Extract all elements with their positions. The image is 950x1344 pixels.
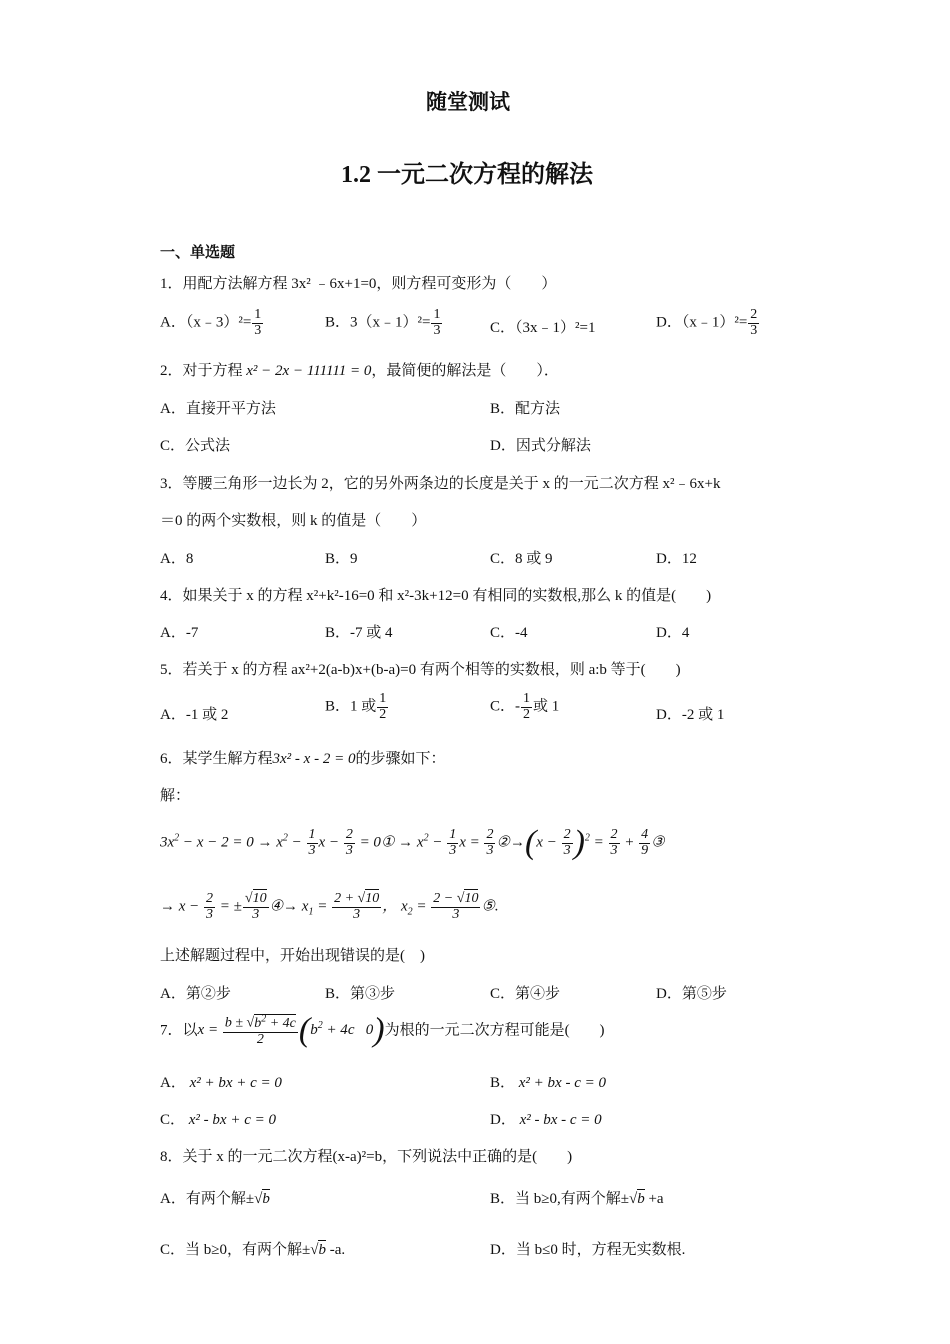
solution-step-line2: → x − $\frac{2}{3}$ = ± $\frac{√10}{3}$ ④→ $x_1$ = $\frac{2 + √10}{3}$ ， $x_2$ = $\frac{2 - √10}{3}$ ⑤. <box>160 891 499 922</box>
solution-step-line1: $3x^2 - x - 2 = 0 \to x^2$ − $\frac{1}{3}$ x − $\frac{2}{3}$ = 0① → $x^2$ − $\frac{1}{3}$ x = $\frac{2}{3}$ ②→(x − $\frac{2}{3}$ )$^2$ = $\frac{2}{3}$ + $\frac{4}{9}$ ③ <box>160 824 665 861</box>
question-6-tail: 上述解题过程中，开始出现错误的是( ) <box>160 948 425 964</box>
question-5-option-d: D．-2 或 1 <box>656 707 725 723</box>
fraction: $\frac{1}{3}$ <box>433 307 441 338</box>
question-7-option-c: C． x² - bx + c = 0 <box>160 1112 276 1128</box>
question-2-option-c: C．公式法 <box>160 438 231 454</box>
question-2-option-b: B．配方法 <box>490 401 561 417</box>
equation: 3x² - x - 2 = 0 <box>272 751 356 767</box>
question-7-option-a: A． x² + bx + c = 0 <box>160 1075 282 1091</box>
question-1-option-d: D．（x﹣1）²= $\frac{2}{3}$ <box>656 307 758 338</box>
question-2-option-a: A．直接开平方法 <box>160 401 276 417</box>
question-8-option-c: C．当 b≥0，有两个解±√b -a. <box>160 1242 346 1258</box>
question-4-option-a: A．-7 <box>160 625 199 641</box>
question-4-option-d: D．4 <box>656 625 690 641</box>
question-1-option-a: A．（x﹣3）²= $\frac{1}{3}$ <box>160 307 262 338</box>
question-5-stem: 5．若关于 x 的方程 ax²+2(a-b)x+(b-a)=0 有两个相等的实数根，则 a:b 等于( ) <box>160 662 681 678</box>
fraction: $\frac{1}{2}$ <box>523 691 531 722</box>
question-2-stem: 2．对于方程 x² − 2x − 111111 = 0，最简便的解法是（ ）． <box>160 363 559 379</box>
question-6-option-a: A．第②步 <box>160 986 231 1002</box>
question-8-stem: 8．关于 x 的一元二次方程(x-a)²=b，下列说法中正确的是( ) <box>160 1149 573 1165</box>
question-4-option-c: C．-4 <box>490 625 528 641</box>
question-3-stem-line1: 3．等腰三角形一边长为 2，它的另外两条边的长度是关于 x 的一元二次方程 x²﹣6x+k <box>160 476 721 492</box>
question-3-option-b: B．9 <box>325 551 358 567</box>
fraction: $\frac{1}{2}$ <box>379 691 387 722</box>
question-2-option-d: D．因式分解法 <box>490 438 591 454</box>
page-title: 随堂测试 <box>426 90 510 114</box>
question-5-option-c: C．- $\frac{1}{2}$ 或 1 <box>490 691 560 722</box>
question-6-stem: 6．某学生解方程3x² - x - 2 = 0的步骤如下： <box>160 751 446 767</box>
equation: x² − 2x − 111111 = 0 <box>246 363 372 379</box>
question-3-option-c: C．8 或 9 <box>490 551 553 567</box>
fraction: $\frac{2}{3}$ <box>750 307 758 338</box>
question-7-option-d: D． x² - bx - c = 0 <box>490 1112 602 1128</box>
question-8-option-d: D．当 b≤0 时，方程无实数根. <box>490 1242 686 1258</box>
question-1-stem: 1．用配方法解方程 3x² ﹣6x+1=0，则方程可变形为（ ） <box>160 276 557 292</box>
section-heading: 一、单选题 <box>160 245 236 261</box>
fraction: $\frac{1}{3}$ <box>254 307 262 338</box>
question-3-option-a: A．8 <box>160 551 194 567</box>
question-1-option-b: B．3（x﹣1）²= $\frac{1}{3}$ <box>325 307 441 338</box>
question-5-option-b: B．1 或 $\frac{1}{2}$ <box>325 691 387 722</box>
question-3-option-d: D．12 <box>656 551 697 567</box>
question-8-option-a: A．有两个解±√b <box>160 1191 270 1207</box>
page-subtitle: 1.2 一元二次方程的解法 <box>341 162 593 188</box>
question-4-stem: 4．如果关于 x 的方程 x²+k²-16=0 和 x²-3k+12=0 有相同的实数根,那么 k 的值是( ) <box>160 588 712 604</box>
question-6-option-b: B．第③步 <box>325 986 396 1002</box>
question-3-stem-line2: ＝0 的两个实数根，则 k 的值是（ ） <box>160 513 427 529</box>
question-7-stem: 7．以x = $\frac{b \pm √b^2 + 4c}{2}$ ($b^2 + 4c$ 0)为根的一元二次方程可能是( ) <box>160 1012 605 1049</box>
question-4-option-b: B．-7 或 4 <box>325 625 393 641</box>
question-6-option-d: D．第⑤步 <box>656 986 727 1002</box>
question-7-option-b: B． x² + bx - c = 0 <box>490 1075 606 1091</box>
question-8-option-b: B．当 b≥0,有两个解±√b +a <box>490 1191 664 1207</box>
question-1-option-c: C．（3x﹣1）²=1 <box>490 320 596 336</box>
question-6-option-c: C．第④步 <box>490 986 561 1002</box>
question-5-option-a: A．-1 或 2 <box>160 707 229 723</box>
solution-label: 解： <box>160 788 191 804</box>
